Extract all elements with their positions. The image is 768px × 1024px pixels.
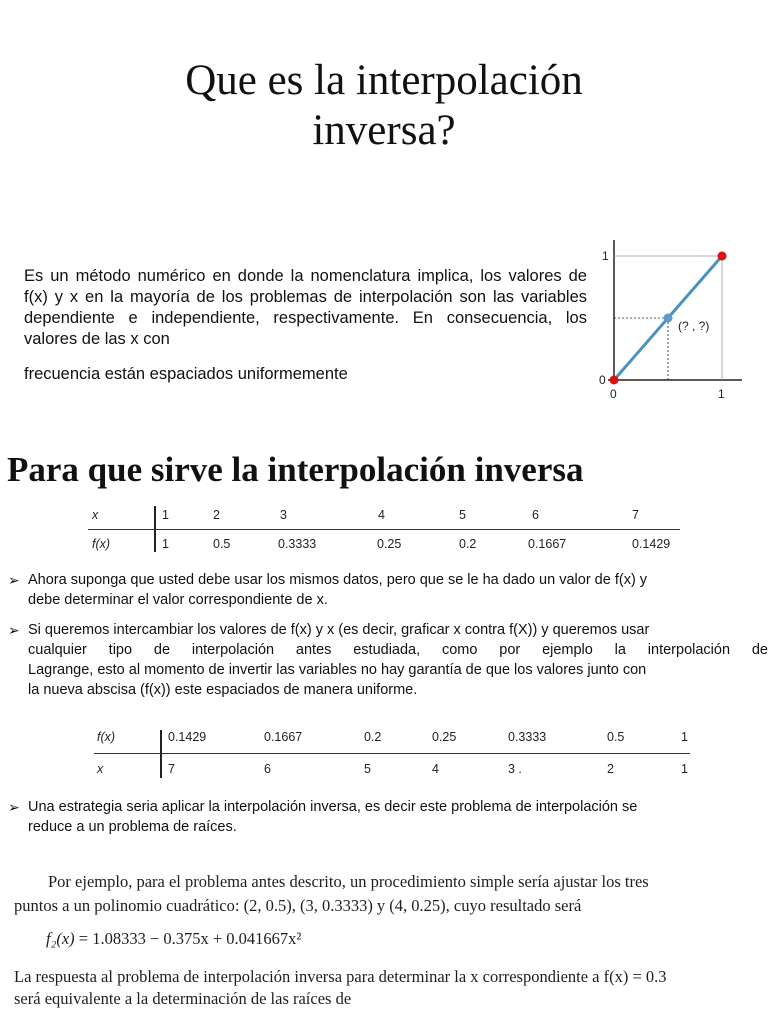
inverse-interpolation-graph (590, 240, 750, 405)
y-tick-0: 0 (599, 373, 606, 387)
bullet-arrow-icon: ➢ (8, 799, 20, 815)
excerpt-line-1: Por ejemplo, para el problema antes descrito, un procedimiento simple sería ajustar los tres (48, 872, 649, 891)
point-label: (? , ?) (678, 319, 710, 333)
bullet-3-text: Una estrategia seria aplicar la interpolación inversa, es decir este problema de interpolación se reduce a un problema de raíces. (28, 799, 638, 835)
table2-cell: 5 (364, 762, 371, 776)
bullet-arrow-icon: ➢ (8, 572, 20, 588)
table2-cell: 0.2 (364, 730, 382, 744)
page-title (0, 56, 768, 156)
table2-cell: 1 (681, 762, 688, 776)
table2-divider-horizontal (94, 753, 690, 754)
table1-cell: 6 (532, 508, 539, 522)
table2-cell: 3 . (508, 762, 522, 776)
table2-row1-label: f(x) (97, 730, 116, 744)
table1-divider-horizontal (88, 529, 680, 530)
endpoint-origin (610, 376, 619, 385)
excerpt-formula (46, 929, 301, 949)
table2-cell: 0.25 (432, 730, 457, 744)
excerpt-line-3: La respuesta al problema de interpolación inversa para determinar la x correspondiente a f(x) = 0.3 (14, 967, 667, 986)
table1-cell: 5 (459, 508, 466, 522)
endpoint-top (718, 252, 727, 261)
excerpt-line-2: puntos a un polinomio cuadrático: (2, 0.5), (3, 0.3333) y (4, 0.25), cuyo resultado será (14, 896, 582, 915)
table1-cell: 3 (280, 508, 287, 522)
table1-cell: 0.1667 (528, 537, 567, 551)
x-tick-0: 0 (610, 387, 617, 401)
table2-row2-label: x (97, 762, 104, 776)
table1-cell: 0.5 (213, 537, 231, 551)
table1-cell: 1 (162, 537, 169, 551)
bullet-arrow-icon: ➢ (8, 622, 20, 638)
table2-cell: 0.5 (607, 730, 625, 744)
bullet-1-text: Ahora suponga que usted debe usar los mismos datos, pero que se le ha dado un valor de f(x) y debe determinar el valor correspondiente de x. (28, 572, 648, 608)
title-line-2: inversa? (312, 107, 456, 154)
formula-rhs: = 1.08333 − 0.375x + 0.041667x² (78, 929, 302, 948)
section-heading: Para que sirve la interpolación inversa (7, 450, 584, 489)
table2-divider-vertical (160, 730, 162, 778)
table2-cell: 7 (168, 762, 175, 776)
table2-cell: 0.1429 (168, 730, 207, 744)
table1-cell: 4 (378, 508, 385, 522)
formula-lhs: f₂(x) (46, 929, 75, 948)
table1-cell: 0.1429 (632, 537, 671, 551)
intro-paragraph: Es un método numérico en donde la nomenclatura implica, los valores de f(x) y x en la mayoría de los problemas de interpolación son las variables dependiente e independiente, respectivamente. En consecuencia, los valores de las x con (24, 267, 587, 348)
table1-cell: 2 (213, 508, 220, 522)
table2-cell: 1 (681, 730, 688, 744)
unknown-midpoint (664, 314, 673, 323)
x-tick-1: 1 (718, 387, 725, 401)
bullet-2-text: Si queremos intercambiar los valores de f(x) y x (es decir, graficar x contra f(X)) y queremos usar cualquier tipo de interpolación antes estudiada, como por ejemplo la interpolación de Lagrange, esto al momento de invertir las variables no hay garantía de que los valores junto con la nueva abscisa (f(x)) este espaciados de manera uniforme. (28, 622, 768, 698)
intro-paragraph-last-line: frecuencia están espaciados uniformemente (24, 365, 348, 383)
title-line-1: Que es la interpolación (185, 57, 583, 104)
table1-cell: 0.3333 (278, 537, 317, 551)
table2-cell: 6 (264, 762, 271, 776)
y-tick-1: 1 (602, 249, 609, 263)
table1-cell: 7 (632, 508, 639, 522)
table1-row2-label: f(x) (92, 537, 111, 551)
table1-cell: 0.2 (459, 537, 477, 551)
table2-cell: 0.1667 (264, 730, 303, 744)
table2-cell: 2 (607, 762, 614, 776)
table2-cell: 0.3333 (508, 730, 547, 744)
table1-row1-label: x (92, 508, 99, 522)
table1-cell: 1 (162, 508, 169, 522)
table1-cell: 0.25 (377, 537, 402, 551)
excerpt-line-4: será equivalente a la determinación de las raíces de (14, 989, 352, 1008)
table2-cell: 4 (432, 762, 439, 776)
